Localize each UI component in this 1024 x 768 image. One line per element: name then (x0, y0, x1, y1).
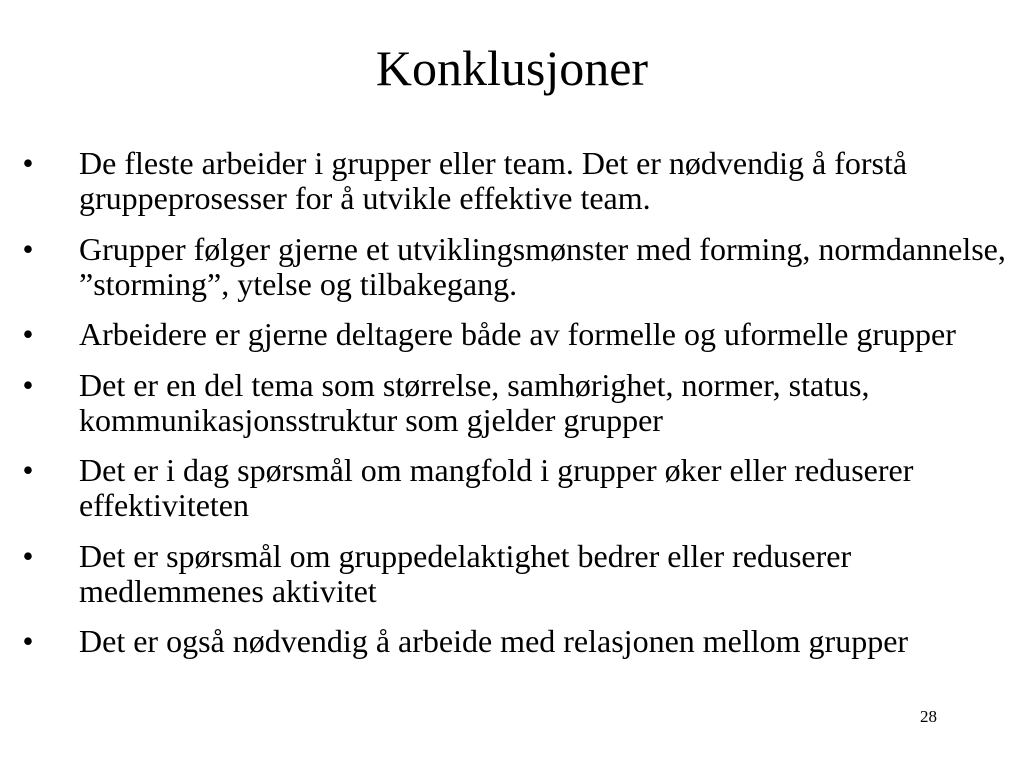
bullet-text: Arbeidere er gjerne deltagere både av formelle og uformelle grupper (79, 316, 956, 352)
bullet-text: Det er også nødvendig å arbeide med relasjonen mellom grupper (79, 623, 909, 659)
bullet-marker: • (22, 316, 34, 352)
bullet-marker: • (22, 145, 34, 181)
slide-number: 28 (920, 707, 937, 726)
bullet-list (0, 146, 1024, 675)
bullet-marker: • (22, 230, 34, 267)
bullet-marker: • (22, 452, 34, 488)
bullet-item-1 (0, 146, 1024, 216)
bullet-text: Det er spørsmål om gruppedelaktighet bedrer eller reduserer medlemmenes aktivitet (79, 537, 852, 609)
bullet-item-3 (0, 317, 1024, 352)
bullet-item-7 (0, 624, 1024, 659)
bullet-marker: • (22, 366, 34, 403)
bullet-text: Det er i dag spørsmål om mangfold i grupper øker eller reduserer effektiviteten (79, 452, 914, 523)
bullet-item-5 (0, 453, 1024, 523)
bullet-marker: • (22, 623, 34, 659)
slide-title: Konklusjoner (375, 40, 649, 96)
bullet-item-2 (0, 232, 1024, 302)
bullet-text: De fleste arbeider i grupper eller team. Det er nødvendig å forstå gruppeprosesser for å utvikle effektive team. (79, 145, 908, 216)
bullet-text: Grupper følger gjerne et utviklingsmønster med forming, normdannelse, ”storming”, ytelse og tilbakegang. (79, 230, 1006, 302)
bullet-item-4 (0, 368, 1024, 438)
bullet-marker: • (22, 537, 34, 574)
bullet-text: Det er en del tema som størrelse, samhørighet, normer, status, kommunikasjonsstruktur som gjelder grupper (79, 366, 870, 438)
bullet-item-6 (0, 539, 1024, 609)
